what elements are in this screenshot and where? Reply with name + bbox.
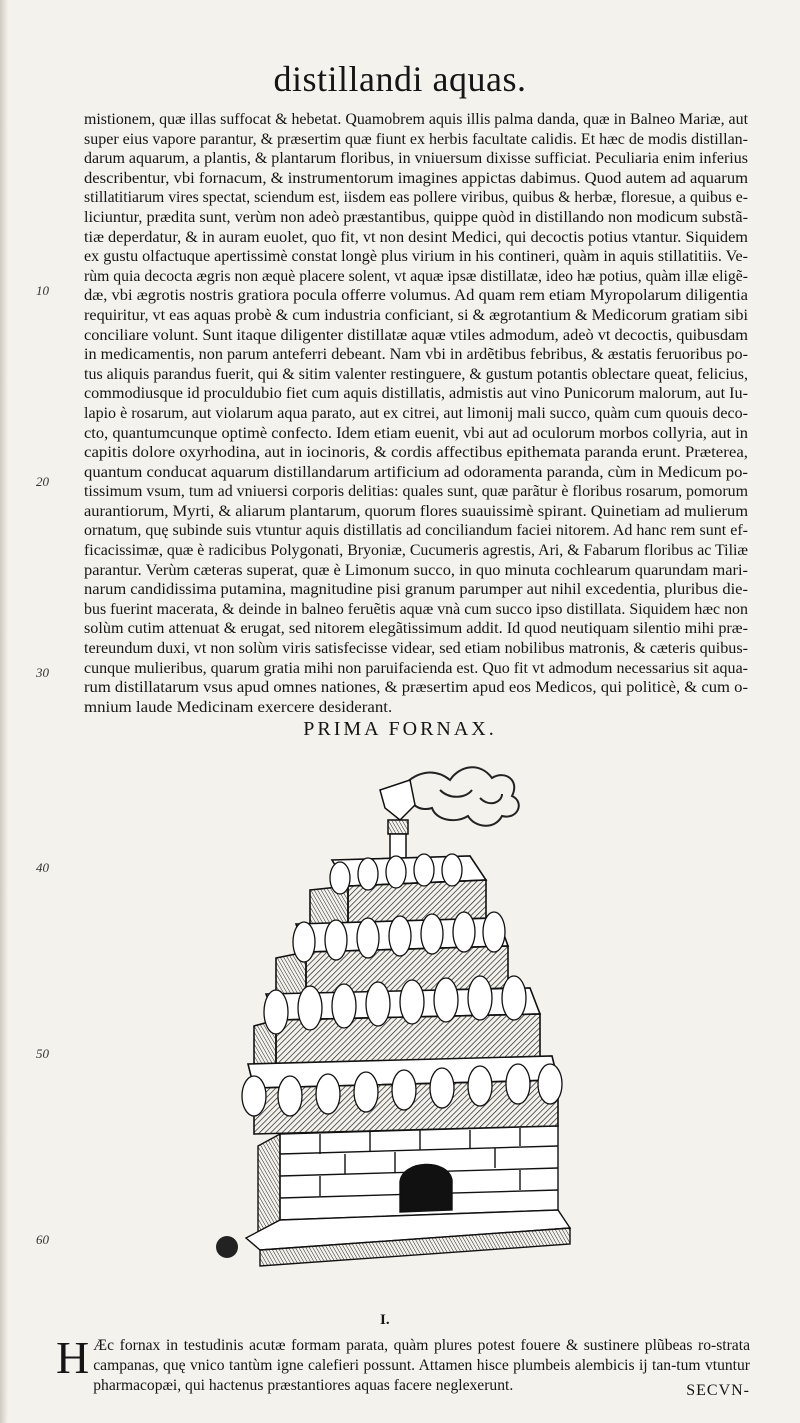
body-text-line: ficacissimæ, quæ è radicibus Polygonati, Bryoniæ, Cucumeris agrestis, Ari, & Fabarum floribus ac Tiliæ [84,542,748,560]
margin-line-number: 40 [36,860,49,875]
body-text-line: tiæ deperdatur, & in auram euolet, quo fit, vt non desint Medici, qui decoctis potius vtantur. Siquidem [84,228,748,246]
smoke-plume [400,767,519,825]
body-text-line: tissimum vsum, tum ad vniuersi corporis delitias: quales sunt, quæ parãtur è floribus rosarum, pomorum [84,483,748,501]
body-text-line: darum aquarum, a plantis, & plantarum floribus, in vniuersum dixisse sufficiat. Peculiaria enim inferius [84,150,748,168]
chimney [380,780,415,860]
drop-cap: H [56,1332,90,1383]
body-text-line: cto, quantumcunque optimè confecto. Idem etiam euenit, vbi aut ad oculorum morbos collyria, aut in [84,424,748,442]
body-text-line: conciliare volunt. Sunt itaque diligenter distillatæ aquæ vtiles admodum, adeò vt decoctis, quibusdam [84,326,748,344]
body-text-line: stillatitiarum vires spectat, sciendum est, iisdem eas pollere viribus, quibus & herbæ, floresue, a quibus e- [84,189,748,207]
body-text-line: super eius vapore parantur, & præsertim quæ fiunt ex herbis facultate calidis. Et hæc de modis distillan- [84,130,748,148]
ink-smudge [216,1236,238,1258]
body-text-line: mistionem, quæ illas suffocat & hebetat. Quamobrem aquis illis palma danda, quæ in Balneo Mariæ, aut [84,111,748,128]
furnace-illustration [240,750,600,1310]
body-text-line: bus fuerint macerata, & deinde in balneo feruẽtis aquæ vnà cum succo ipso distillata. Siquidem hæc non [84,600,748,618]
figure-number: I. [380,1312,390,1328]
catchword: SECVN- [686,1382,750,1399]
body-text-line: in medicamentis, non parum anteferri debeant. Nam vbi in ardẽtibus febribus, & æstatis feruoribus po- [84,346,748,364]
body-text-line: quantum conducat aquarum distillandarum artificium ad odoramenta paranda, cùm in Medicum po- [84,463,748,481]
body-text-line: ex gustu olfactuque apertissimè constat longè plus virium in his contineri, quàm in aquis stillatitiis. Ve- [84,248,748,266]
margin-line-number: 10 [36,283,49,298]
body-text-line: lapio è rosarum, aut violarum aqua parato, aut ex citrei, aut limonij mali succo, quàm cum quouis deco- [84,404,748,422]
brick-base [246,1126,570,1266]
body-text-line: dæ, vbi ægrotis nostris gratiora pocula offerre volumus. Ad quam rem etiam Myropolarum diligentia [84,287,748,305]
body-text-line: requiritur, vt eas aquas probè & cum industria conficiant, si & ægrotantium & Medicorum gratiam sibi [84,306,748,324]
body-text-line: describentur, vbi fornacum, & instrumentorum imagines appictas dabimus. Quod autem ad aquarum [84,169,748,187]
figure-caption [56,1332,750,1396]
margin-line-number: 60 [36,1232,49,1247]
body-text-line: narum candidissima putamina, magnitudine pisi granum parumper aut nihil excedentia, pluribus die- [84,581,748,599]
body-text-line: parantur. Verùm cæteras superat, quæ è Limonum succo, in quo minuta cochlearum quarundam mari- [84,561,748,579]
body-text-line: tus aliquis parandus fuerit, qui & sitim valenter restinguere, & gustum potantis oblectare queat, felicius, [84,365,748,383]
body-text [84,110,748,717]
body-text-line: rùm quia decocta ægris non æquè placere solent, vt aquæ ipsæ distillatæ, ideo hæ potius, quàm illæ eligẽ- [84,267,748,285]
section-title: PRIMA FORNAX. [303,718,497,740]
body-text-line: tereundum duxi, vt non solùm viris satisfecisse videar, sed etiam nobilibus matronis, & cæteris quibus- [84,640,748,658]
margin-line-number: 20 [36,474,49,489]
body-text-line: liciuntur, prædita sunt, verùm non adeò præstantibus, quippe quòd in distillando non modicum substã- [84,208,748,226]
body-text-line: commodiusque id proculdubio fiet cum aquis distillatis, admistis aut vino Punicorum malorum, aut Iu- [84,385,748,403]
body-text-line: aurantiorum, Myrti, & aliarum plantarum, quorum flores suauissimè spirant. Quinetiam ad mulierum [84,502,748,520]
body-text-line: capitis dolore oxyrhodina, aut in iocinoris, & cordis affectibus epithemata paranda erunt. Præterea, [84,444,748,462]
body-text-line: mnium laude Medicinam exercere desiderant. [84,698,393,716]
margin-line-number: 30 [36,665,49,680]
page-edge-shadow [0,0,8,1423]
caption-text: Æc fornax in testudinis acutæ formam parata, quàm plures potest fouere & sustinere plũbeas ro-strata campanas, quę vnico tantùm igne calefieri possunt. Attamen hisce plumbeis alembicis ij tan-tum vtuntur pharmacopæi, qui hactenus præstantiores aquas facere neglexerunt. [93,1337,750,1394]
body-text-line: solùm cutim attenuat & erugat, sed nitorem elegãtissimum addit. Id quod neutiquam silentio mihi præ- [84,620,748,638]
margin-line-number: 50 [36,1046,49,1061]
body-text-line: rum distillatarum vsus apud omnes nationes, & præsertim apud eos Medicos, qui politicè, & cum o- [84,679,748,697]
body-text-line: ornatum, quę subinde suis vtuntur aquis distillatis ad conciliandum faciei nitorem. Ad hanc rem sunt ef- [84,522,748,540]
body-text-line: cunque mulieribus, quarum gratia mihi non paruifacienda est. Quo fit vt admodum necessarius sit aqua- [84,659,748,677]
running-title: distillandi aquas. [273,59,527,99]
